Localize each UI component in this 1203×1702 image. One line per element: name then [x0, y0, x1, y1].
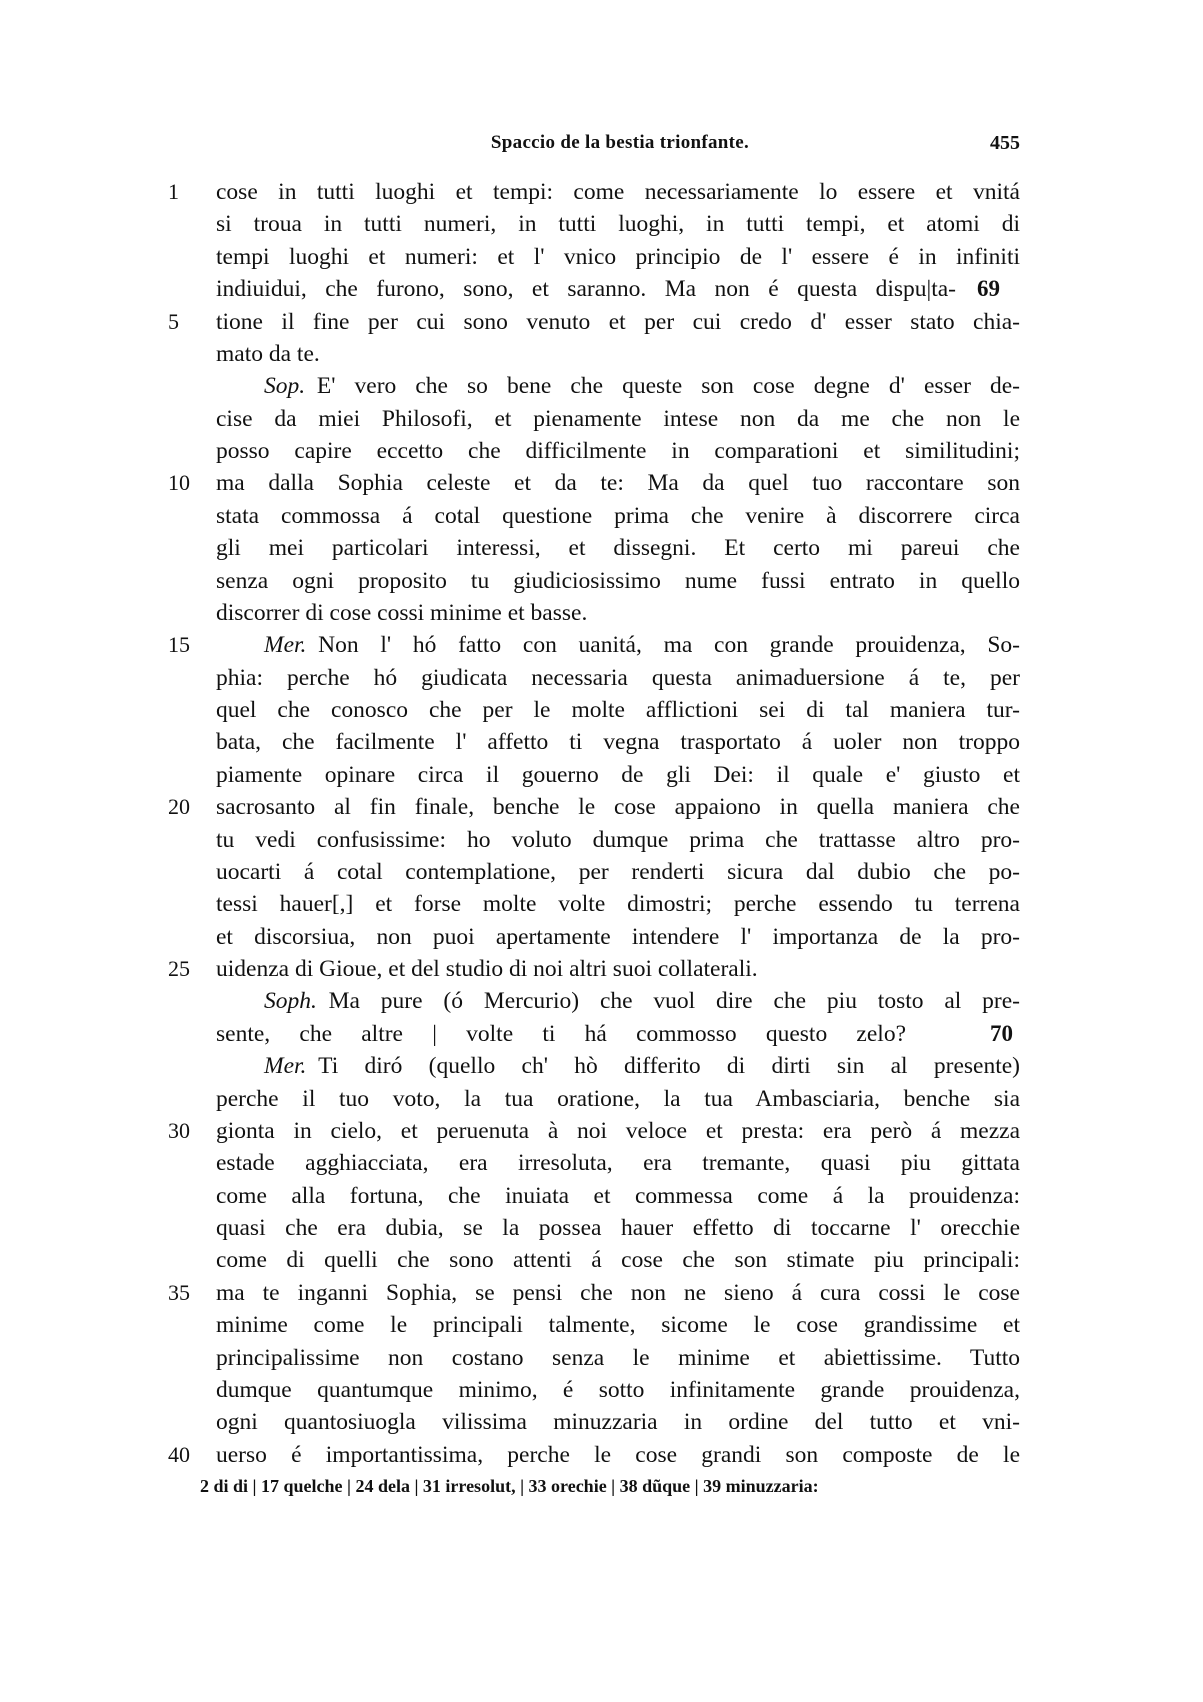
line-text: Ma pure (ó Mercurio) che vuol dire che piu tosto al pre-	[328, 988, 1020, 1015]
speech-line	[264, 985, 1020, 1017]
line-text: cose in tutti luoghi et tempi: come necessariamente lo essere et vnitá	[216, 179, 1020, 205]
line-text: ma te inganni Sophia, se pensi che non ne sieno á cura cossi le cose	[216, 1279, 1020, 1306]
text-line	[0, 1050, 1203, 1082]
speech-line	[264, 370, 1020, 402]
line-number: 25	[168, 956, 190, 981]
line-number: 1	[168, 179, 179, 204]
text-line	[0, 759, 1203, 791]
line-text: ma dalla Sophia celeste et da te: Ma da quel tuo raccontare son	[216, 470, 1020, 497]
text-line	[0, 176, 1203, 208]
text-line	[0, 208, 1203, 240]
line-text: indiuidui, che furono, sono, et saranno. Ma non é questa dispu|ta-	[216, 276, 956, 303]
text-line	[0, 597, 1203, 629]
line-number: 20	[168, 794, 190, 820]
line-text: gli mei particolari interessi, et dissegni. Et certo mi pareui che	[216, 535, 1020, 562]
line-text: stata commossa á cotal questione prima che venire à discorrere circa	[216, 502, 1020, 529]
line-text: Non l' hó fatto con uanitá, ma con grande prouidenza, So-	[318, 632, 1020, 659]
text-line	[0, 888, 1203, 920]
line-text: uocarti á cotal contemplatione, per renderti sicura dal dubio che po-	[216, 858, 1020, 885]
text-line	[0, 1244, 1203, 1276]
text-line	[0, 1374, 1203, 1406]
text-line	[0, 273, 1203, 305]
text-line	[0, 629, 1203, 661]
speech-line	[264, 629, 1020, 661]
line-text: cise da miei Philosofi, et pienamente intese non da me che non le	[216, 405, 1020, 432]
line-text: phia: perche hó giudicata necessaria questa animaduersione á te, per	[216, 664, 1020, 691]
line-text: minime come le principali talmente, sicome le cose grandissime et	[216, 1312, 1020, 1339]
text-line	[0, 370, 1203, 402]
text-line	[0, 403, 1203, 435]
speech-line	[264, 1050, 1020, 1082]
text-line	[0, 953, 1203, 985]
line-text: uidenza di Gioue, et del studio di noi altri suoi collaterali.	[216, 956, 758, 982]
text-line	[0, 435, 1203, 467]
line-text: posso capire eccetto che difficilmente in comparationi et similitudini;	[216, 438, 1020, 464]
speaker-name: Soph.	[264, 988, 317, 1015]
text-line	[0, 565, 1203, 597]
text-line	[0, 726, 1203, 758]
line-number: 10	[168, 470, 190, 496]
speaker-name: Mer.	[264, 1053, 307, 1080]
text-line	[0, 1115, 1203, 1147]
text-line	[0, 241, 1203, 273]
line-text: quel che conosco che per le molte afflictioni sei di tal maniera tur-	[216, 697, 1020, 723]
margin-reference: 69	[977, 276, 1000, 302]
line-text: Ti diró (quello ch' hò differito di dirti sin al presente)	[318, 1053, 1020, 1080]
text-line	[0, 532, 1203, 564]
line-text: sacrosanto al fin finale, benche le cose appaiono in quella maniera che	[216, 794, 1020, 821]
line-text: tione il fine per cui sono venuto et per cui credo d' esser stato chia-	[216, 308, 1020, 335]
line-number: 15	[168, 632, 190, 658]
text-line	[0, 791, 1203, 823]
line-text: come alla fortuna, che inuiata et commessa come á la prouidenza:	[216, 1182, 1020, 1209]
text-line	[0, 1212, 1203, 1244]
text-line	[0, 824, 1203, 856]
line-text: mato da te.	[216, 340, 320, 367]
text-line	[0, 985, 1203, 1017]
text-line	[0, 500, 1203, 532]
line-text: si troua in tutti numeri, in tutti luoghi, in tutti tempi, et atomi di	[216, 211, 1020, 238]
line-text: gionta in cielo, et peruenuta à noi veloce et presta: era però á mezza	[216, 1117, 1020, 1144]
text-line	[0, 921, 1203, 953]
text-line	[0, 1309, 1203, 1341]
line-text: ogni quantosiuogla vilissima minuzzaria in ordine del tutto et vni-	[216, 1409, 1020, 1436]
text-line	[0, 1439, 1203, 1471]
line-text: senza ogni proposito tu giudiciosissimo nume fussi entrato in quello	[216, 567, 1020, 594]
line-number: 30	[168, 1117, 190, 1143]
line-text: estade agghiacciata, era irresoluta, era tremante, quasi piu gittata	[216, 1150, 1020, 1177]
line-text: quasi che era dubia, se la possea hauer effetto di toccarne l' orecchie	[216, 1215, 1020, 1241]
line-number: 5	[168, 308, 179, 334]
margin-reference: 70	[990, 1020, 1013, 1046]
footnotes: 2 di di | 17 quelche | 24 dela | 31 irresolut, | 33 orechie | 38 dũque | 39 minuzzaria:	[200, 1476, 819, 1496]
text-line	[0, 1180, 1203, 1212]
text-line	[0, 1277, 1203, 1309]
line-text: dumque quantumque minimo, é sotto infinitamente grande prouidenza,	[216, 1376, 1020, 1403]
text-line	[0, 306, 1203, 338]
line-text: tempi luoghi et numeri: et l' vnico principio de l' essere é in infiniti	[216, 243, 1020, 270]
page-header	[220, 132, 1020, 162]
text-line	[0, 1406, 1203, 1438]
text-line	[0, 694, 1203, 726]
line-text: tu vedi confusissime: ho voluto dumque prima che trattasse altro pro-	[216, 826, 1020, 853]
line-text: tessi hauer[,] et forse molte volte dimostri; perche essendo tu terrena	[216, 891, 1020, 918]
running-title: Spaccio de la bestia trionfante.	[490, 132, 750, 153]
line-text: come di quelli che sono attenti á cose che son stimate piu principali:	[216, 1247, 1020, 1274]
text-line	[0, 1342, 1203, 1374]
line-text: principalissime non costano senza le minime et abiettissime. Tutto	[216, 1344, 1020, 1371]
text-line	[0, 1018, 1203, 1050]
text-line	[0, 662, 1203, 694]
text-line	[0, 1083, 1203, 1115]
page-number: 455	[990, 132, 1020, 154]
speaker-name: Mer.	[264, 632, 307, 659]
line-text: discorrer di cose cossi minime et basse.	[216, 599, 588, 626]
speaker-name: Sop.	[264, 373, 306, 400]
line-text: bata, che facilmente l' affetto ti vegna trasportato á uoler non troppo	[216, 729, 1020, 756]
line-number: 35	[168, 1279, 190, 1305]
line-text: piamente opinare circa il gouerno de gli Dei: il quale e' giusto et	[216, 761, 1020, 788]
line-text: E' vero che so bene che queste son cose degne d' esser de-	[316, 373, 1020, 400]
text-body	[0, 176, 1203, 1471]
line-text: et discorsiua, non puoi apertamente intendere l' importanza de la pro-	[216, 923, 1020, 950]
text-line	[0, 467, 1203, 499]
line-text: perche il tuo voto, la tua oratione, la tua Ambasciaria, benche sia	[216, 1085, 1020, 1112]
line-text: sente, che altre | volte ti há commosso questo zelo?	[216, 1020, 906, 1047]
line-number: 40	[168, 1441, 190, 1467]
text-line	[0, 338, 1203, 370]
line-text: uerso é importantissima, perche le cose grandi son composte de le	[216, 1441, 1020, 1468]
text-line	[0, 1147, 1203, 1179]
text-line	[0, 856, 1203, 888]
